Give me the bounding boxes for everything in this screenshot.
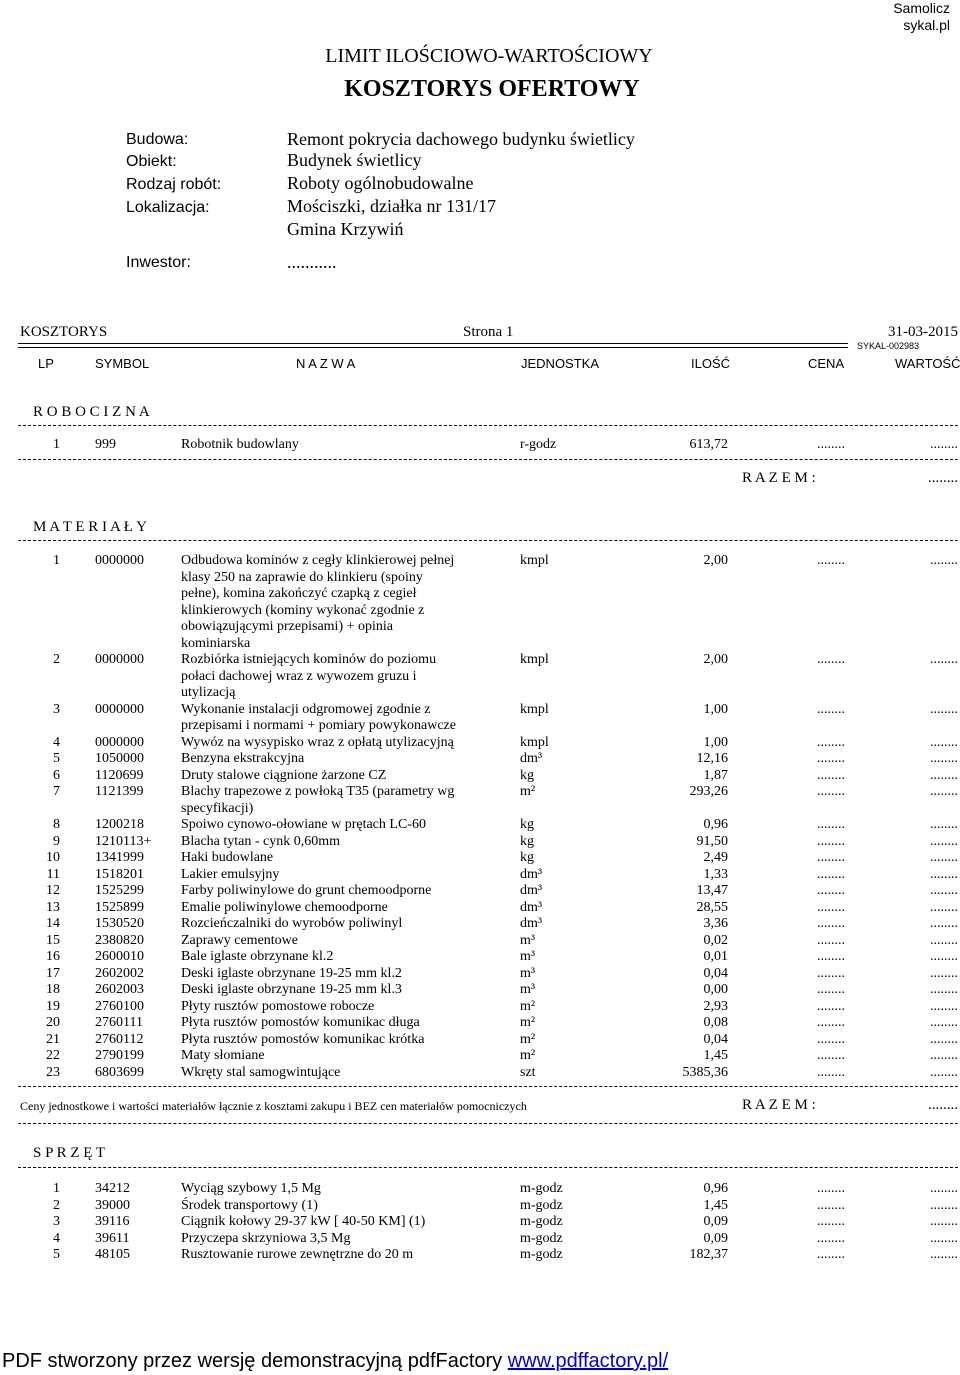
- row-unit: dm³: [520, 883, 543, 898]
- table-row: [0, 816, 960, 833]
- row-lp: 13: [46, 899, 60, 915]
- row-symbol: 39611: [95, 1230, 130, 1246]
- row-name-line: klasy 250 na zaprawie do klinkieru (spoiny: [181, 569, 423, 585]
- row-quantity: 1,00: [703, 734, 728, 750]
- row-quantity: 0,04: [703, 1031, 728, 1047]
- row-price: ........: [817, 1197, 845, 1213]
- row-name-line: Płyta rusztów pomostów komunikac długa: [181, 1015, 420, 1030]
- row-lp: 17: [46, 965, 60, 981]
- row-symbol: 2600010: [95, 949, 144, 964]
- column-headers: [0, 356, 960, 374]
- row-symbol: 6803699: [95, 1064, 144, 1080]
- row-unit: m³: [520, 949, 536, 964]
- col-value: WARTOŚĆ: [895, 356, 960, 371]
- row-price: ........: [817, 833, 845, 849]
- table-row: [0, 1047, 960, 1064]
- row-name-line: Rusztowanie rurowe zewnętrzne do 20 m: [181, 1247, 414, 1262]
- col-price: CENA: [808, 356, 845, 371]
- table-row: [0, 965, 960, 982]
- table-row: [0, 932, 960, 949]
- row-quantity: 0,00: [703, 982, 728, 997]
- row-unit: m³: [520, 965, 536, 981]
- divider: [18, 459, 958, 460]
- row-quantity: 1,00: [703, 701, 728, 717]
- row-lp: 1: [53, 1181, 60, 1196]
- table-row: [0, 998, 960, 1015]
- row-quantity: 0,96: [703, 817, 728, 832]
- row-quantity: 182,37: [689, 1247, 728, 1262]
- row-price: ........: [817, 553, 845, 568]
- row-symbol: 34212: [95, 1181, 130, 1196]
- info-value-gmina: Gmina Krzywiń: [287, 219, 404, 239]
- row-unit: dm³: [520, 916, 543, 931]
- row-name-line: Bale iglaste obrzynane kl.2: [181, 949, 334, 964]
- table-row: [0, 1031, 960, 1048]
- row-symbol: 1530520: [95, 916, 144, 931]
- row-price: ........: [817, 932, 845, 948]
- table-row: [0, 833, 960, 850]
- info-value-rodzaj: Roboty ogólnobudowalne: [287, 173, 474, 193]
- table-row: [0, 750, 960, 767]
- row-price: ........: [817, 982, 845, 997]
- row-symbol: 1120699: [95, 767, 144, 783]
- row-quantity: 1,33: [703, 866, 728, 882]
- row-price: ........: [817, 701, 845, 717]
- row-quantity: 0,04: [703, 965, 728, 981]
- row-price: ........: [817, 965, 845, 981]
- row-price: ........: [817, 767, 845, 783]
- row-price: ........: [817, 437, 845, 452]
- row-symbol: 2602003: [95, 982, 144, 997]
- row-unit: dm³: [520, 899, 543, 915]
- labor-total-label: R A Z E M :: [742, 470, 816, 486]
- row-price: ........: [817, 1031, 845, 1047]
- row-symbol: 1050000: [95, 751, 144, 766]
- row-quantity: 3,36: [703, 916, 728, 931]
- row-unit: m-godz: [520, 1214, 563, 1229]
- row-value: ........: [930, 949, 958, 964]
- row-quantity: 1,87: [703, 767, 728, 783]
- row-value: ........: [930, 784, 958, 799]
- row-unit: szt: [520, 1064, 536, 1080]
- table-row: [0, 1230, 960, 1247]
- row-name-line: Odbudowa kominów z cegły klinkierowej pełnej: [181, 553, 455, 568]
- row-lp: 7: [53, 784, 60, 799]
- row-symbol: 2760100: [95, 998, 144, 1014]
- row-symbol: 39116: [95, 1214, 130, 1229]
- row-symbol: 999: [95, 437, 116, 452]
- table-row: [0, 1246, 960, 1263]
- row-price: ........: [817, 817, 845, 832]
- footer-link[interactable]: www.pdffactory.pl/: [507, 1350, 669, 1372]
- row-symbol: 39000: [95, 1197, 130, 1213]
- row-symbol: 0000000: [95, 652, 144, 667]
- table-row: [0, 1197, 960, 1214]
- materials-total-value: ........: [928, 1097, 958, 1113]
- table-row: [0, 948, 960, 965]
- row-price: ........: [817, 1247, 845, 1262]
- table-row: [0, 767, 960, 784]
- row-unit: kg: [520, 767, 534, 783]
- row-unit: m³: [520, 932, 536, 948]
- row-name-line: Ciągnik kołowy 29-37 kW [ 40-50 KM] (1): [181, 1214, 426, 1229]
- row-symbol: 0000000: [95, 701, 144, 717]
- row-symbol: 2760111: [95, 1015, 143, 1030]
- estimate-code: SYKAL-002983: [857, 341, 920, 351]
- row-name-line: Zaprawy cementowe: [181, 932, 298, 948]
- row-name-line: Deski iglaste obrzynane 19-25 mm kl.2: [181, 965, 402, 981]
- page-date: 31-03-2015: [888, 324, 958, 340]
- row-price: ........: [817, 1230, 845, 1246]
- row-price: ........: [817, 1181, 845, 1196]
- row-value: ........: [930, 916, 958, 931]
- table-row: [0, 783, 960, 816]
- divider: [18, 1123, 958, 1124]
- row-price: ........: [817, 751, 845, 766]
- row-symbol: 48105: [95, 1247, 130, 1262]
- row-quantity: 1,45: [703, 1048, 728, 1063]
- row-price: ........: [817, 949, 845, 964]
- row-lp: 18: [46, 982, 60, 997]
- labor-total-value: ........: [928, 470, 958, 486]
- section-title-labor: R O B O C I Z N A: [33, 404, 150, 420]
- table-row: [0, 1213, 960, 1230]
- info-value-budowa: Remont pokrycia dachowego budynku świetlicy: [287, 129, 635, 149]
- row-name-line: Maty słomiane: [181, 1048, 265, 1063]
- row-unit: r-godz: [520, 437, 557, 452]
- row-name-line: Deski iglaste obrzynane 19-25 mm kl.3: [181, 982, 402, 997]
- row-lp: 1: [53, 553, 60, 568]
- row-value: ........: [930, 817, 958, 832]
- col-unit: JEDNOSTKA: [521, 356, 600, 371]
- row-unit: kmpl: [520, 734, 549, 750]
- row-name-line: Płyty rusztów pomostowe robocze: [181, 998, 375, 1014]
- row-name-line: Lakier emulsyjny: [181, 866, 280, 882]
- row-name-line: Wywóz na wysypisko wraz z opłatą utylizacyjną: [181, 734, 454, 750]
- row-symbol: 1518201: [95, 866, 144, 882]
- row-value: ........: [930, 833, 958, 849]
- row-value: ........: [930, 1064, 958, 1080]
- row-name-line: Rozbiórka istniejących kominów do poziomu: [181, 652, 437, 667]
- row-unit: m-godz: [520, 1247, 563, 1262]
- row-name-line: klinkierowych (kominy wykonać zgodnie z: [181, 602, 425, 618]
- row-name-line: pełne), komina zakończyć czapką z cegieł: [181, 586, 417, 601]
- info-value-inwestor: ...........: [287, 252, 337, 272]
- row-lp: 9: [53, 833, 60, 849]
- row-name-line: przepisami i normami + pomiary powykonawcze: [181, 718, 456, 733]
- row-quantity: 0,96: [703, 1181, 728, 1196]
- page-header-left: KOSZTORYS: [20, 324, 108, 340]
- section-title-equipment: S P R Z Ę T: [33, 1145, 106, 1161]
- doc-title-2: KOSZTORYS OFERTOWY: [344, 76, 640, 102]
- info-value-obiekt: Budynek świetlicy: [287, 150, 422, 170]
- table-row: [0, 915, 960, 932]
- row-name-line: Wkręty stal samogwintujące: [181, 1064, 341, 1080]
- row-value: ........: [930, 866, 958, 882]
- row-unit: m-godz: [520, 1197, 563, 1213]
- row-symbol: 2790199: [95, 1048, 144, 1063]
- row-value: ........: [930, 1214, 958, 1229]
- row-unit: m²: [520, 1048, 536, 1063]
- row-name-line: Blachy trapezowe z powłoką T35 (parametry wg: [181, 784, 455, 799]
- row-quantity: 13,47: [696, 883, 728, 898]
- row-value: ........: [930, 734, 958, 750]
- row-unit: kmpl: [520, 553, 549, 568]
- pdf-footer: [2, 1350, 668, 1373]
- row-price: ........: [817, 1064, 845, 1080]
- row-lp: 20: [46, 1015, 60, 1030]
- row-unit: kg: [520, 850, 534, 865]
- row-unit: dm³: [520, 751, 543, 766]
- table-row: [0, 849, 960, 866]
- table-row: [0, 981, 960, 998]
- row-unit: m²: [520, 784, 536, 799]
- row-price: ........: [817, 850, 845, 865]
- row-price: ........: [817, 899, 845, 915]
- row-price: ........: [817, 652, 845, 667]
- row-value: ........: [930, 1230, 958, 1246]
- row-price: ........: [817, 1015, 845, 1030]
- row-symbol: 1525899: [95, 899, 144, 915]
- section-title-materials: M A T E R I A Ł Y: [33, 519, 147, 535]
- row-unit: kmpl: [520, 652, 549, 667]
- row-name-line: kominiarska: [181, 635, 251, 651]
- table-row: [0, 882, 960, 899]
- row-lp: 2: [53, 652, 60, 667]
- row-unit: m²: [520, 1015, 536, 1030]
- row-lp: 8: [53, 817, 60, 832]
- row-symbol: 2602002: [95, 965, 144, 981]
- doc-title-1: LIMIT ILOŚCIOWO-WARTOŚCIOWY: [325, 45, 653, 67]
- row-lp: 3: [53, 701, 60, 717]
- info-label-lokalizacja: Lokalizacja:: [126, 199, 210, 216]
- row-symbol: 2760112: [95, 1031, 144, 1047]
- info-value-lokalizacja: Mościszki, działka nr 131/17: [287, 196, 496, 216]
- row-name-line: obowiązującymi przepisami) + opinia: [181, 619, 393, 634]
- row-value: ........: [930, 767, 958, 783]
- row-lp: 16: [46, 949, 60, 964]
- row-unit: m²: [520, 1031, 536, 1047]
- row-quantity: 2,00: [703, 652, 728, 667]
- row-value: ........: [930, 899, 958, 915]
- row-name-line: Blacha tytan - cynk 0,60mm: [181, 833, 341, 849]
- row-name-line: Spoiwo cynowo-ołowiane w prętach LC-60: [181, 817, 426, 832]
- row-price: ........: [817, 916, 845, 931]
- row-value: ........: [930, 965, 958, 981]
- row-lp: 5: [53, 751, 60, 766]
- row-symbol: 1525299: [95, 883, 144, 898]
- row-name-line: Wyciąg szybowy 1,5 Mg: [181, 1181, 321, 1196]
- row-lp: 19: [46, 998, 60, 1014]
- row-unit: dm³: [520, 866, 543, 882]
- row-name-line: Środek transportowy (1): [181, 1197, 318, 1213]
- row-lp: 23: [46, 1064, 60, 1080]
- table-row: [0, 866, 960, 883]
- row-price: ........: [817, 1214, 845, 1229]
- row-quantity: 5385,36: [682, 1064, 728, 1080]
- row-lp: 3: [53, 1214, 60, 1229]
- table-row: [0, 701, 960, 733]
- row-quantity: 28,55: [696, 899, 728, 915]
- row-lp: 10: [46, 850, 60, 865]
- row-lp: 21: [46, 1031, 60, 1047]
- row-price: ........: [817, 866, 845, 882]
- row-value: ........: [930, 1247, 958, 1262]
- row-value: ........: [930, 883, 958, 898]
- row-symbol: 1210113+: [95, 833, 152, 849]
- row-quantity: 613,72: [689, 437, 728, 452]
- row-name-line: Płyta rusztów pomostów komunikac krótka: [181, 1031, 425, 1047]
- table-row: [0, 1064, 960, 1081]
- divider: [18, 1167, 958, 1168]
- col-lp: LP: [38, 356, 54, 371]
- row-value: ........: [930, 1015, 958, 1030]
- row-unit: kmpl: [520, 701, 549, 717]
- row-quantity: 12,16: [696, 751, 728, 766]
- row-value: ........: [930, 553, 958, 568]
- row-value: ........: [930, 982, 958, 997]
- watermark-line2: sykal.pl: [903, 17, 950, 33]
- row-lp: 4: [53, 734, 60, 750]
- row-name-line: Farby poliwinylowe do grunt chemoodporne: [181, 883, 432, 898]
- table-row: [0, 651, 960, 700]
- header-rule: [18, 343, 848, 348]
- row-price: ........: [817, 883, 845, 898]
- row-lp: 5: [53, 1247, 60, 1262]
- info-label-rodzaj: Rodzaj robót:: [126, 176, 222, 193]
- row-unit: m-godz: [520, 1181, 563, 1196]
- row-name-line: Haki budowlane: [181, 850, 274, 865]
- row-symbol: 1200218: [95, 817, 144, 832]
- page-number: Strona 1: [463, 324, 514, 340]
- row-lp: 2: [53, 1197, 60, 1213]
- row-value: ........: [930, 1048, 958, 1063]
- materials-note: Ceny jednostkowe i wartości materiałów łącznie z kosztami zakupu i BEZ cen materiałów pomocniczych: [20, 1099, 527, 1113]
- row-value: ........: [930, 932, 958, 948]
- row-unit: kg: [520, 833, 534, 849]
- row-unit: m³: [520, 982, 536, 997]
- row-name-line: Rozcieńczalniki do wyrobów poliwinyl: [181, 916, 403, 931]
- row-value: ........: [930, 701, 958, 717]
- row-unit: m-godz: [520, 1230, 563, 1246]
- row-value: ........: [930, 1197, 958, 1213]
- row-name-line: Wykonanie instalacji odgromowej zgodnie z: [181, 701, 431, 717]
- row-unit: kg: [520, 817, 534, 832]
- row-symbol: 1121399: [95, 784, 144, 799]
- table-row: [0, 436, 960, 453]
- table-row: [0, 734, 960, 751]
- row-lp: 15: [46, 932, 60, 948]
- row-lp: 12: [46, 883, 60, 898]
- info-label-budowa: Budowa:: [126, 131, 189, 148]
- table-row: [0, 1014, 960, 1031]
- row-quantity: 2,93: [703, 998, 728, 1014]
- row-lp: 1: [53, 437, 60, 452]
- row-value: ........: [930, 652, 958, 667]
- row-value: ........: [930, 751, 958, 766]
- row-quantity: 0,02: [703, 932, 728, 948]
- row-lp: 22: [46, 1048, 60, 1063]
- row-quantity: 0,01: [703, 949, 728, 964]
- row-price: ........: [817, 998, 845, 1014]
- table-row: [0, 1180, 960, 1197]
- row-price: ........: [817, 784, 845, 799]
- col-symbol: SYMBOL: [95, 356, 150, 371]
- row-value: ........: [930, 437, 958, 452]
- row-lp: 4: [53, 1230, 60, 1246]
- table-row: [0, 552, 960, 651]
- row-quantity: 2,49: [703, 850, 728, 865]
- divider: [18, 540, 958, 541]
- row-lp: 11: [46, 866, 60, 882]
- row-lp: 14: [46, 916, 60, 931]
- row-symbol: 2380820: [95, 932, 144, 948]
- row-symbol: 1341999: [95, 850, 144, 865]
- row-symbol: 0000000: [95, 734, 144, 750]
- row-value: ........: [930, 998, 958, 1014]
- row-quantity: 91,50: [696, 833, 728, 849]
- row-quantity: 2,00: [703, 553, 728, 568]
- row-value: ........: [930, 850, 958, 865]
- table-row: [0, 899, 960, 916]
- row-name-line: Przyczepa skrzyniowa 3,5 Mg: [181, 1230, 351, 1246]
- info-label-inwestor: Inwestor:: [126, 254, 191, 271]
- col-qty: ILOŚĆ: [691, 356, 731, 371]
- row-unit: m²: [520, 998, 536, 1014]
- col-name: N A Z W A: [296, 356, 356, 371]
- row-name-line: Benzyna ekstrakcyjna: [181, 751, 305, 766]
- row-value: ........: [930, 1181, 958, 1196]
- row-name-line: Druty stalowe ciągnione żarzone CZ: [181, 767, 387, 783]
- row-quantity: 1,45: [703, 1197, 728, 1213]
- footer-text: PDF stworzony przez wersję demonstracyjną pdfFactory: [2, 1350, 508, 1372]
- row-name-line: specyfikacji): [181, 800, 254, 816]
- row-lp: 6: [53, 767, 60, 783]
- row-symbol: 0000000: [95, 553, 144, 568]
- row-value: ........: [930, 1031, 958, 1047]
- row-price: ........: [817, 734, 845, 750]
- info-label-obiekt: Obiekt:: [126, 153, 177, 170]
- watermark-line1: Samolicz: [893, 0, 950, 16]
- watermark: [893, 0, 950, 34]
- row-quantity: 293,26: [689, 784, 728, 799]
- row-name-line: Robotnik budowlany: [181, 437, 299, 452]
- row-name-line: Emalie poliwinylowe chemoodporne: [181, 899, 388, 915]
- row-quantity: 0,09: [703, 1230, 728, 1246]
- row-quantity: 0,09: [703, 1214, 728, 1229]
- divider: [18, 425, 958, 426]
- row-quantity: 0,08: [703, 1015, 728, 1030]
- materials-total-label: R A Z E M :: [742, 1097, 816, 1113]
- row-name-line: utylizacją: [181, 685, 236, 700]
- divider: [18, 1086, 958, 1087]
- row-name-line: połaci dachowej wraz z wywozem gruzu i: [181, 668, 417, 684]
- row-price: ........: [817, 1048, 845, 1063]
